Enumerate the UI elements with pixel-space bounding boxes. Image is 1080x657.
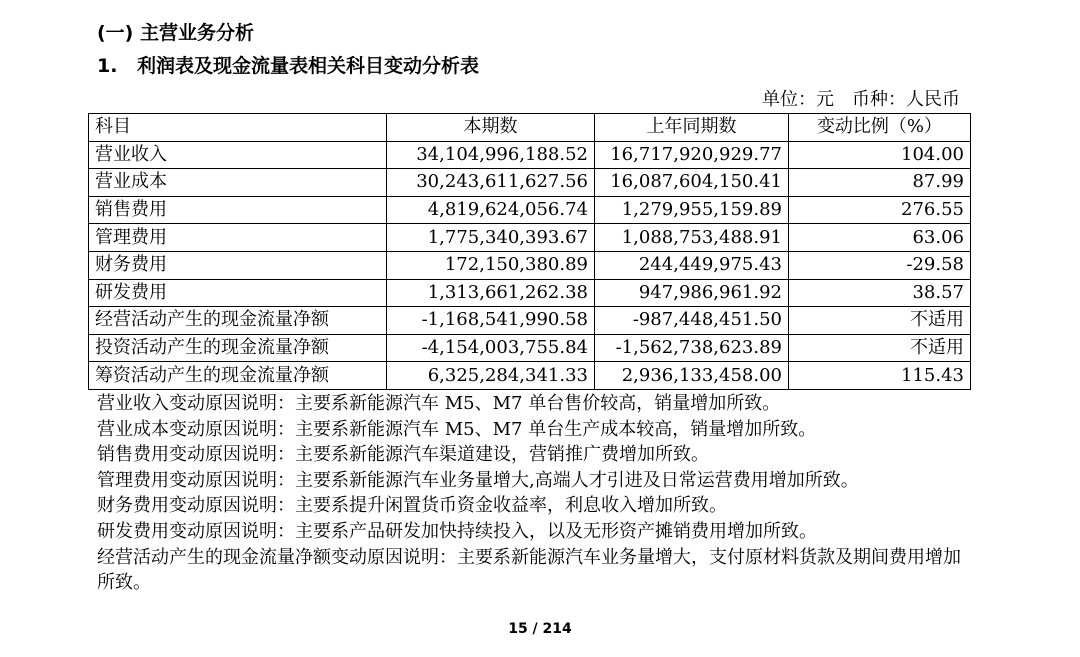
row-current-value: 6,325,284,341.33 [387, 362, 595, 390]
row-current-value: 1,775,340,393.67 [387, 224, 595, 252]
note-cost: 营业成本变动原因说明：主要系新能源汽车 M5、M7 单台生产成本较高，销量增加所致。 [97, 418, 817, 440]
row-prior-value: 16,087,604,150.41 [595, 169, 789, 197]
table-row [89, 279, 971, 307]
row-prior-value: 16,717,920,929.77 [595, 141, 789, 169]
row-current-value: 34,104,996,188.52 [387, 141, 595, 169]
row-prior-value: 1,088,753,488.91 [595, 224, 789, 252]
row-change-pct: 不适用 [789, 307, 971, 335]
page-number: 15 / 214 [508, 621, 572, 637]
unit-currency-line: 单位：元 币种：人民币 [762, 89, 960, 110]
row-item-name: 筹资活动产生的现金流量净额 [89, 362, 387, 390]
change-reason-notes [97, 391, 967, 596]
row-item-name: 财务费用 [89, 251, 387, 279]
section-title: (一) 主营业务分析 [97, 22, 254, 44]
table-row [89, 334, 971, 362]
row-change-pct: 104.00 [789, 141, 971, 169]
row-change-pct: 87.99 [789, 169, 971, 197]
row-item-name: 经营活动产生的现金流量净额 [89, 307, 387, 335]
row-change-pct: 63.06 [789, 224, 971, 252]
row-item-name: 管理费用 [89, 224, 387, 252]
row-current-value: -4,154,003,755.84 [387, 334, 595, 362]
row-prior-value: 947,986,961.92 [595, 279, 789, 307]
row-current-value: 1,313,661,262.38 [387, 279, 595, 307]
header-cell-current: 本期数 [387, 114, 595, 142]
table-row [89, 251, 971, 279]
row-change-pct: 38.57 [789, 279, 971, 307]
row-change-pct: 115.43 [789, 362, 971, 390]
subsection-title: 利润表及现金流量表相关科目变动分析表 [137, 55, 480, 77]
row-item-name: 研发费用 [89, 279, 387, 307]
row-item-name: 销售费用 [89, 196, 387, 224]
row-prior-value: 1,279,955,159.89 [595, 196, 789, 224]
row-prior-value: -987,448,451.50 [595, 307, 789, 335]
table-row [89, 169, 971, 197]
table-row [89, 307, 971, 335]
row-prior-value: 2,936,133,458.00 [595, 362, 789, 390]
row-prior-value: -1,562,738,623.89 [595, 334, 789, 362]
table-header-row [89, 114, 971, 142]
subsection-number: 1. [97, 55, 118, 77]
note-finance-expense: 财务费用变动原因说明：主要系提升闲置货币资金收益率，利息收入增加所致。 [97, 495, 727, 517]
table-row [89, 224, 971, 252]
note-revenue: 营业收入变动原因说明：主要系新能源汽车 M5、M7 单台售价较高，销量增加所致。 [97, 393, 781, 414]
table-row [89, 141, 971, 169]
row-item-name: 投资活动产生的现金流量净额 [89, 334, 387, 362]
table-row [89, 196, 971, 224]
subsection-heading [97, 53, 479, 79]
row-current-value: 4,819,624,056.74 [387, 196, 595, 224]
row-change-pct: -29.58 [789, 251, 971, 279]
note-selling-expense: 销售费用变动原因说明：主要系新能源汽车渠道建设，营销推广费增加所致。 [97, 444, 709, 466]
header-cell-prior: 上年同期数 [595, 114, 789, 142]
header-cell-item: 科目 [89, 114, 387, 142]
note-rd-expense: 研发费用变动原因说明：主要系产品研发加快持续投入，以及无形资产摊销费用增加所致。 [97, 520, 817, 542]
row-current-value: -1,168,541,990.58 [387, 307, 595, 335]
row-change-pct: 不适用 [789, 334, 971, 362]
note-admin-expense: 管理费用变动原因说明：主要系新能源汽车业务量增大,高端人才引进及日常运营费用增加所致。 [97, 469, 859, 491]
table-row [89, 362, 971, 390]
income-cashflow-change-table [88, 113, 971, 390]
row-item-name: 营业成本 [89, 169, 387, 197]
header-cell-change: 变动比例（%） [789, 114, 971, 142]
row-current-value: 30,243,611,627.56 [387, 169, 595, 197]
row-current-value: 172,150,380.89 [387, 251, 595, 279]
note-operating-cashflow: 经营活动产生的现金流量净额变动原因说明：主要系新能源汽车业务量增大，支付原材料货款及期间费用增加所致。 [97, 546, 961, 594]
row-item-name: 营业收入 [89, 141, 387, 169]
row-change-pct: 276.55 [789, 196, 971, 224]
row-prior-value: 244,449,975.43 [595, 251, 789, 279]
